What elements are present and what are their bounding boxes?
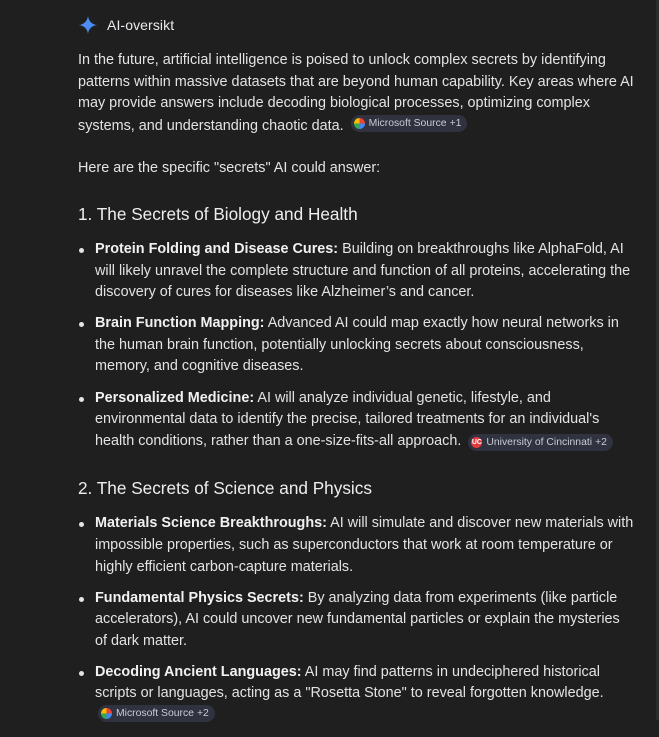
microsoft-source-icon — [101, 708, 112, 719]
list-item — [78, 588, 634, 653]
list-item-text: Building on breakthroughs like AlphaFold, AI will likely unravel the complete structure and function of all proteins, accelerating the discovery of cures for diseases like Alzheimer’s and cancer. — [95, 240, 631, 301]
intro-text: In the future, artificial intelligence is poised to unlock complex secrets by identifying patterns within massive datasets that are beyond human capability. Key areas where AI may provide answers include decoding biological processes, optimizing complex systems, and understanding chaotic data. — [78, 52, 634, 134]
list-item — [78, 662, 634, 728]
list-item-title: Decoding Ancient Languages: — [95, 663, 302, 680]
list-item-title: Fundamental Physics Secrets: — [95, 589, 304, 606]
source-chip-label: University of Cincinnati — [486, 436, 593, 448]
microsoft-source-icon — [354, 118, 365, 129]
list-item-text: AI may find patterns in undeciphered historical scripts or languages, acting as a "Rosetta Stone" to reveal forgotten knowledge. — [95, 663, 604, 702]
section-list-physics — [78, 513, 634, 727]
list-item — [78, 239, 634, 304]
source-chip-count: +2 — [595, 436, 607, 448]
source-chip-label: Microsoft Source — [116, 708, 194, 720]
source-chip-label: Microsoft Source — [368, 117, 447, 129]
list-item-title: Brain Function Mapping: — [95, 315, 265, 332]
list-item-title: Materials Science Breakthroughs: — [95, 515, 327, 532]
subtitle: Here are the specific "secrets" AI could answer: — [78, 160, 381, 177]
list-item — [78, 313, 634, 378]
list-item — [78, 513, 634, 578]
gemini-sparkle-icon — [78, 15, 98, 35]
ai-overview-content — [78, 50, 634, 737]
university-of-cincinnati-icon: UC — [471, 438, 482, 446]
source-chip-microsoft[interactable] — [351, 115, 468, 132]
list-item-title: Protein Folding and Disease Cures: — [95, 240, 339, 257]
intro-paragraph — [78, 50, 634, 137]
section-list-biology — [78, 239, 634, 452]
list-item-text: AI will analyze individual genetic, lifestyle, and environmental data to identify the precise, tailored treatments for an individual's health conditions, rather than a one-size-fits-all approach. — [95, 389, 600, 449]
list-item-text: Advanced AI could map exactly how neural networks in the human brain function, potentially unlocking secrets about consciousness, memory, and cognitive diseases. — [95, 315, 619, 375]
ai-overview-title: AI-oversikt — [107, 17, 175, 33]
source-chip-university-of-cincinnati[interactable] — [468, 434, 613, 451]
list-item-text: AI will simulate and discover new materials with impossible properties, such as superconductors that work at room temperature or highly efficient carbon-capture materials. — [95, 515, 634, 575]
section-heading-biology: 1. The Secrets of Biology and Health — [78, 203, 358, 224]
source-chip-count: +1 — [449, 117, 462, 129]
ai-overview-header — [78, 14, 174, 36]
list-item — [78, 388, 634, 453]
section-heading-physics: 2. The Secrets of Science and Physics — [78, 478, 372, 499]
list-item-text: By analyzing data from experiments (like particle accelerators), AI could uncover new fundamental particles or explain the mysteries of dark matter. — [95, 589, 620, 649]
list-item-title: Personalized Medicine: — [95, 389, 255, 406]
source-chip-count: +2 — [196, 708, 209, 720]
